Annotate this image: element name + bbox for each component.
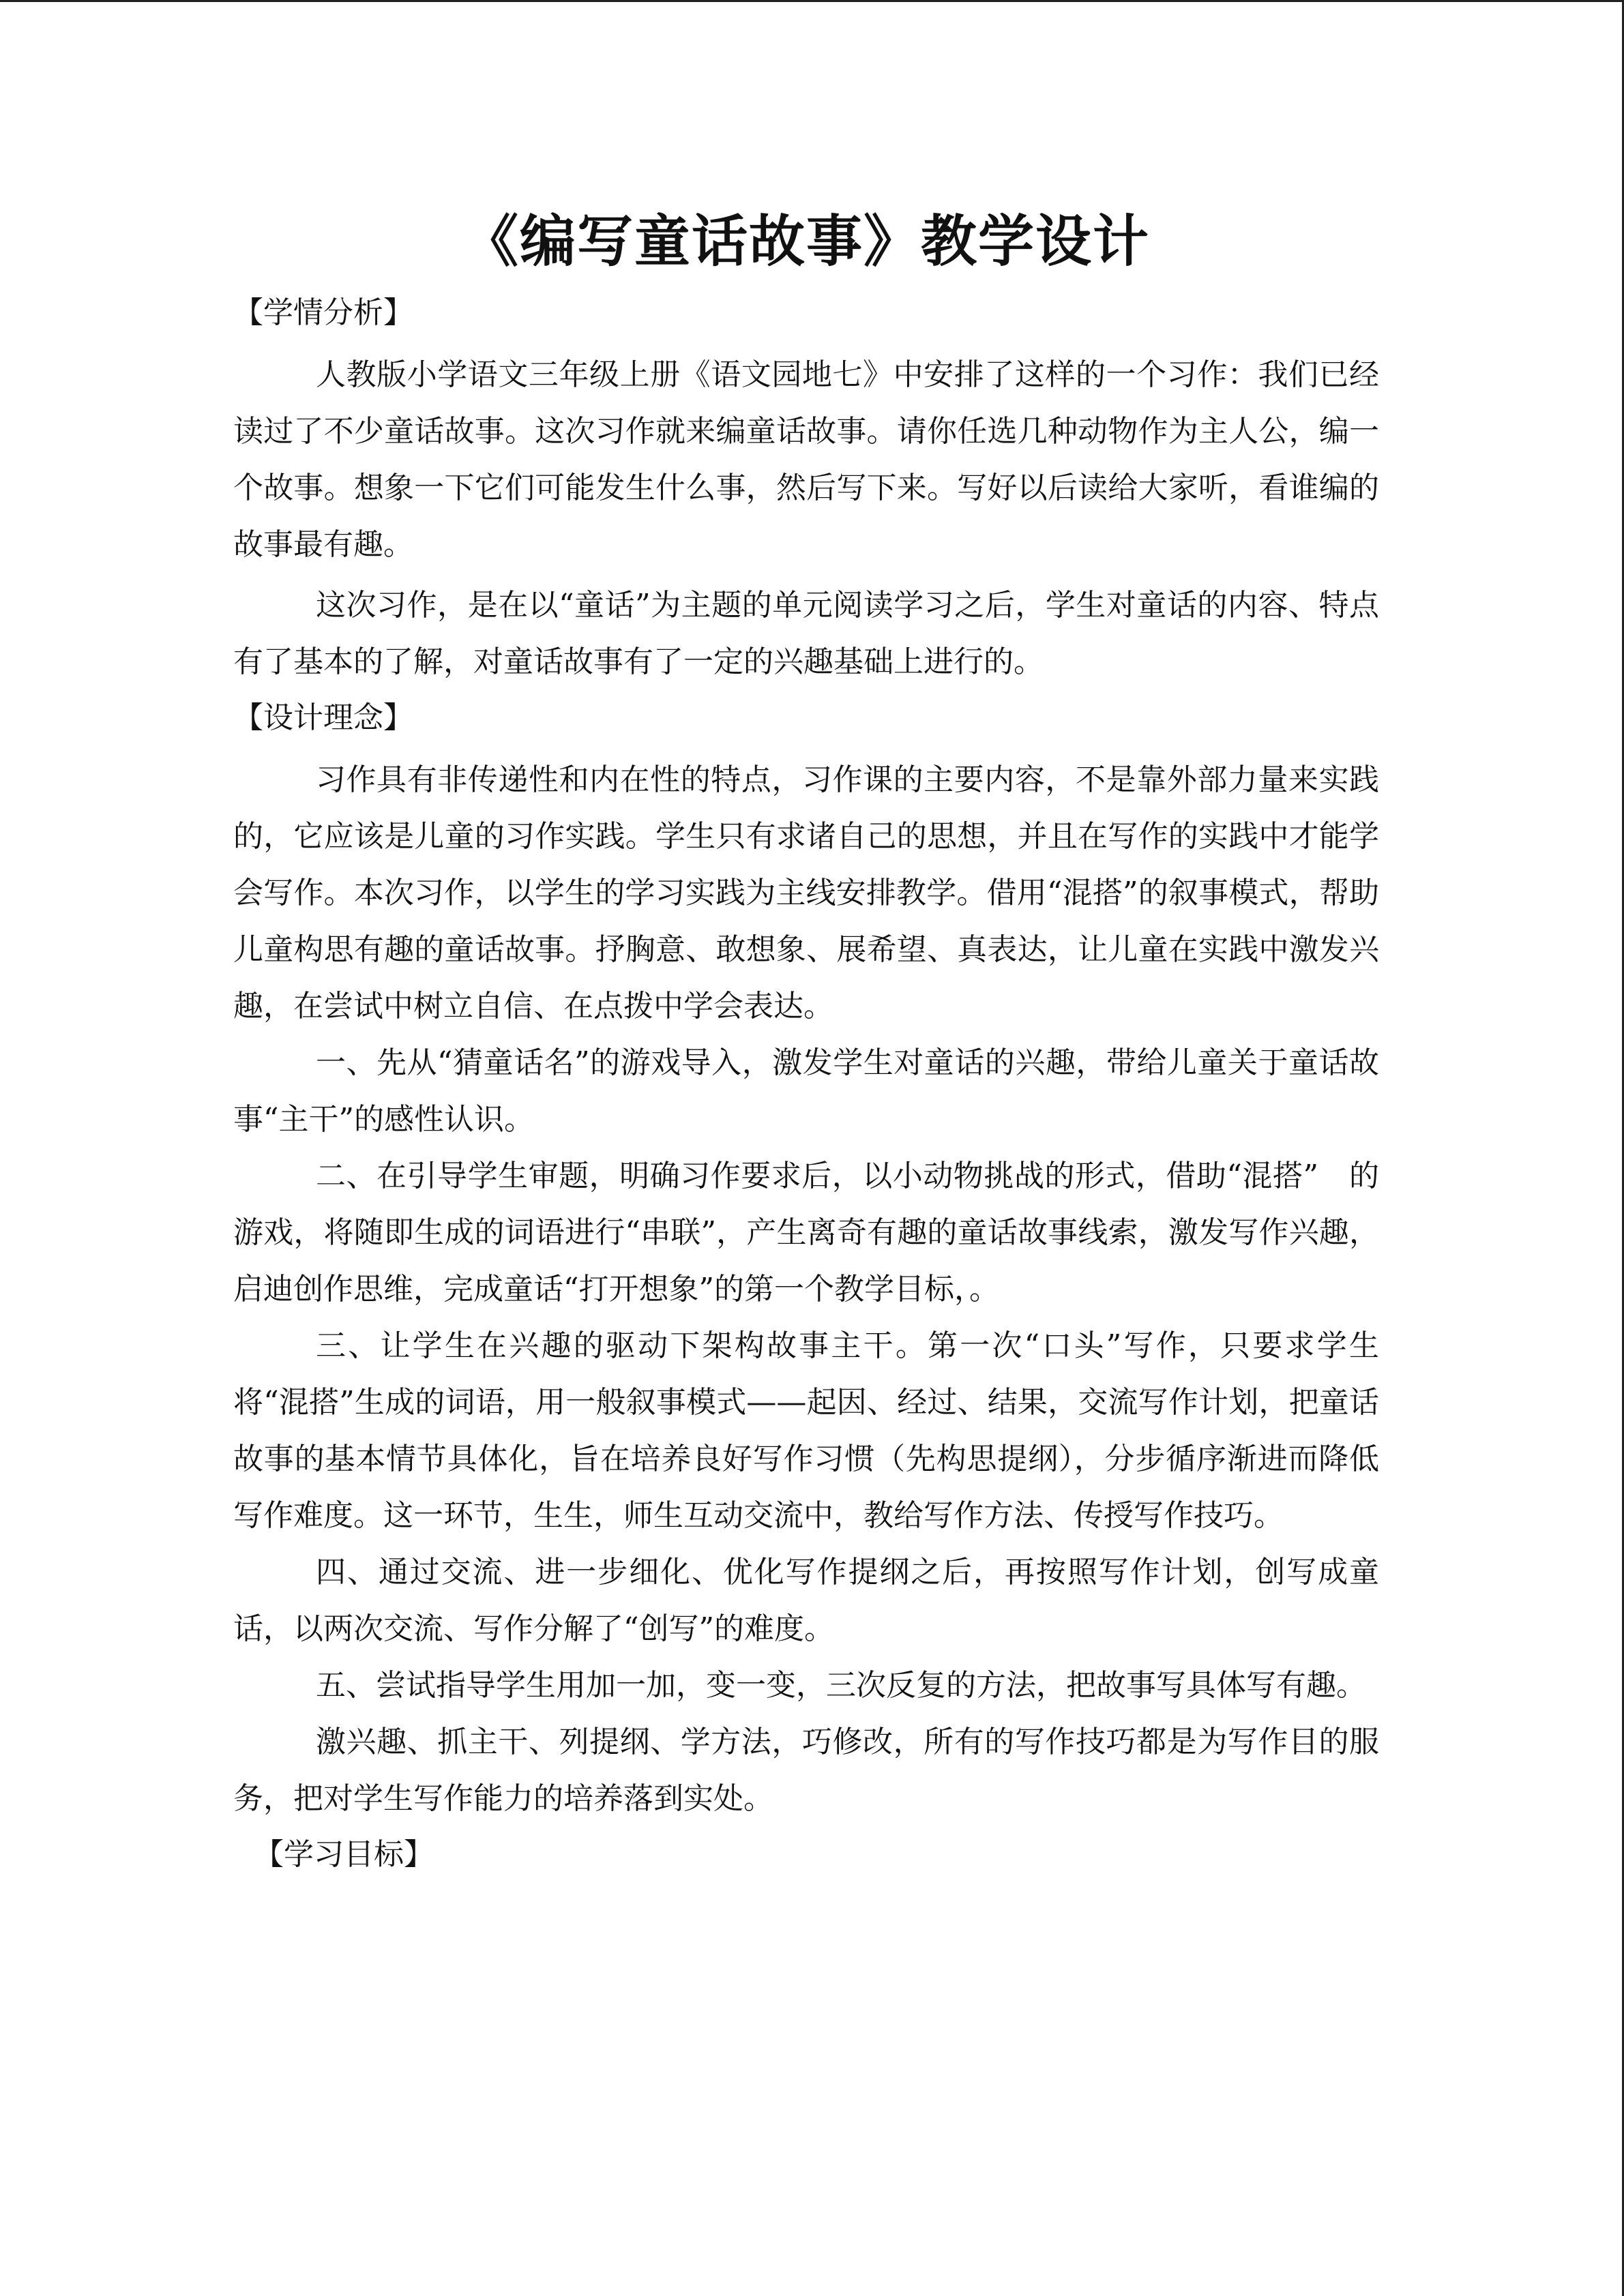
paragraph: 这次习作，是在以“童话”为主题的单元阅读学习之后，学生对童话的内容、特点有了基本的了解，对童话故事有了一定的兴趣基础上进行的。 [233, 588, 1379, 679]
paragraph: 习作具有非传递性和内在性的特点，习作课的主要内容，不是靠外部力量来实践的，它应该是儿童的习作实践。学生只有求诸自己的思想，并且在写作的实践中才能学会写作。本次习作，以学生的学习实践为主线安排教学。借用“混搭”的叙事模式，帮助儿童构思有趣的童话故事。抒胸意、敢想象、展希望、真表达，让儿童在实践中激发兴趣，在尝试中树立自信、在点拨中学会表达。 [233, 762, 1379, 1024]
paragraph: 一、先从“猜童话名”的游戏导入，激发学生对童话的兴趣，带给儿童关于童话故事“主干”的感性认识。 [233, 1045, 1379, 1137]
section-learning-goals [233, 1827, 1379, 1883]
paragraph: 五、尝试指导学生用加一加，变一变，三次反复的方法，把故事写具体写有趣。 [316, 1668, 1366, 1703]
paragraph: 三、让学生在兴趣的驱动下架构故事主干。第一次“口头”写作，只要求学生将“混搭”生成的词语，用一般叙事模式——起因、经过、结果，交流写作计划，把童话故事的基本情节具体化，旨在培养良好写作习惯（先构思提纲），分步循序渐进而降低写作难度。这一环节，生生，师生互动交流中，教给写作方法、传授写作技巧。 [233, 1328, 1379, 1533]
section-heading: 【设计理念】 [233, 700, 413, 735]
paragraph: 二、在引导学生审题，明确习作要求后，以小动物挑战的形式，借助“混搭” 的游戏，将随即生成的词语进行“串联”，产生离奇有趣的童话故事线索，激发写作兴趣，启迪创作思维，完成童话“打开想象”的第一个教学目标，。 [233, 1159, 1379, 1307]
paragraph: 人教版小学语文三年级上册《语文园地七》中安排了这样的一个习作：我们已经读过了不少童话故事。这次习作就来编童话故事。请你任选几种动物作为主人公，编一个故事。想象一下它们可能发生什么事，然后写下来。写好以后读给大家听，看谁编的故事最有趣。 [233, 357, 1379, 562]
document-page [233, 205, 1379, 1883]
section-heading: 【学习目标】 [254, 1837, 434, 1872]
paragraph: 激兴趣、抓主干、列提纲、学方法，巧修改，所有的写作技巧都是为写作目的服务，把对学生写作能力的培养落到实处。 [233, 1725, 1379, 1816]
document-title: 《编写童话故事》教学设计 [462, 209, 1150, 274]
paragraph: 四、通过交流、进一步细化、优化写作提纲之后，再按照写作计划，创写成童话，以两次交流、写作分解了“创写”的难度。 [233, 1555, 1379, 1646]
section-learning-analysis [233, 285, 1379, 690]
page-border-top [0, 0, 1624, 2]
section-heading: 【学情分析】 [233, 295, 413, 330]
section-design-concept [233, 690, 1379, 1827]
